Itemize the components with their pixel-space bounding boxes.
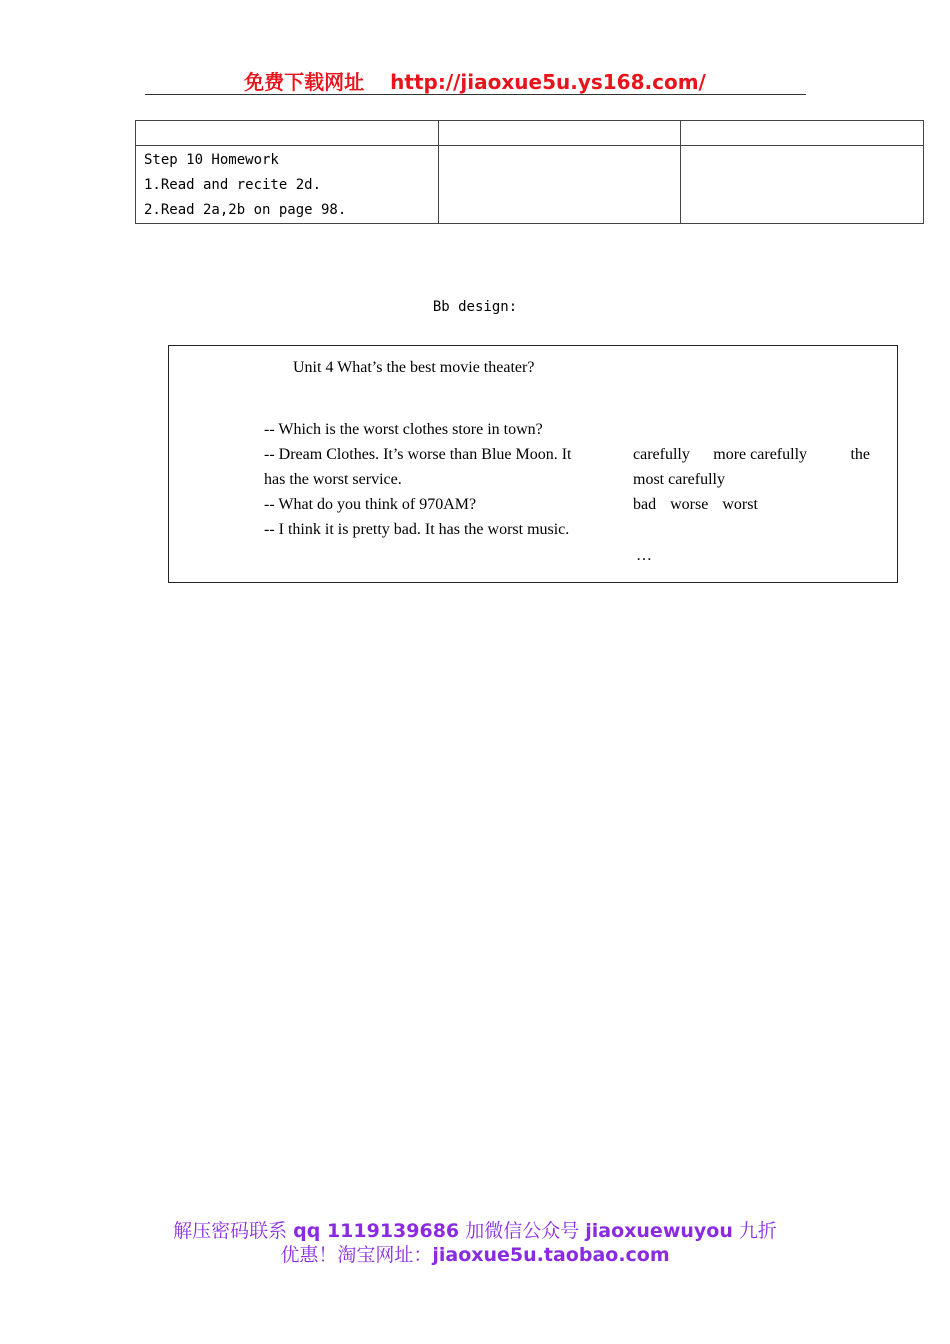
homework-title: Step 10 Homework	[144, 152, 279, 168]
table-cell	[439, 121, 681, 146]
comparative-word: worse	[670, 496, 709, 513]
comparative-word: the	[850, 446, 870, 463]
footer-contact	[0, 1219, 950, 1267]
dialogue-line: has the worst service.	[264, 471, 402, 488]
comparative-word: worst	[722, 496, 758, 513]
table-row	[136, 121, 924, 146]
homework-cell	[136, 146, 439, 224]
comparative-word: bad	[633, 496, 657, 513]
table-cell	[681, 146, 924, 224]
ellipsis: …	[636, 547, 652, 564]
dialogue-line: -- I think it is pretty bad. It has the worst music.	[264, 521, 570, 538]
footer-text: 加微信公众号	[459, 1220, 586, 1242]
blackboard-design-box	[168, 345, 898, 583]
header-url-link[interactable]: http://jiaoxue5u.ys168.com/	[390, 70, 706, 94]
header-label: 免费下载网址	[244, 70, 365, 94]
header-banner	[145, 66, 805, 94]
comparative-continuation: most carefully	[633, 471, 725, 488]
table-row	[136, 146, 924, 224]
dialogue-line: -- Which is the worst clothes store in town?	[264, 421, 543, 438]
comparative-word: more carefully	[713, 446, 808, 463]
comparative-word: carefully	[633, 446, 690, 463]
dialogue-line: -- What do you think of 970AM?	[264, 496, 477, 513]
dialogue-line: -- Dream Clothes. It’s worse than Blue Moon. It	[264, 446, 572, 463]
comparative-row	[633, 442, 870, 467]
bb-design-title: Bb design:	[432, 299, 518, 315]
footer-text: 解压密码联系	[173, 1220, 294, 1242]
unit-title: Unit 4 What’s the best movie theater?	[293, 359, 535, 376]
table-cell	[681, 121, 924, 146]
comparative-row	[633, 492, 758, 517]
table-cell	[439, 146, 681, 224]
header-divider	[145, 94, 806, 95]
footer-line-1	[0, 1219, 950, 1243]
homework-item: 1.Read and recite 2d.	[144, 177, 322, 193]
lesson-plan-table	[135, 120, 924, 224]
footer-text: 优惠！淘宝网址：	[280, 1244, 433, 1266]
table-cell	[136, 121, 439, 146]
footer-line-2	[0, 1243, 950, 1267]
footer-text: 九折	[732, 1220, 777, 1242]
footer-taobao-link[interactable]: jiaoxue5u.taobao.com	[432, 1244, 670, 1266]
homework-item: 2.Read 2a,2b on page 98.	[144, 202, 347, 218]
footer-wechat: jiaoxuewuyou	[585, 1220, 733, 1242]
footer-qq: qq 1119139686	[293, 1220, 460, 1242]
